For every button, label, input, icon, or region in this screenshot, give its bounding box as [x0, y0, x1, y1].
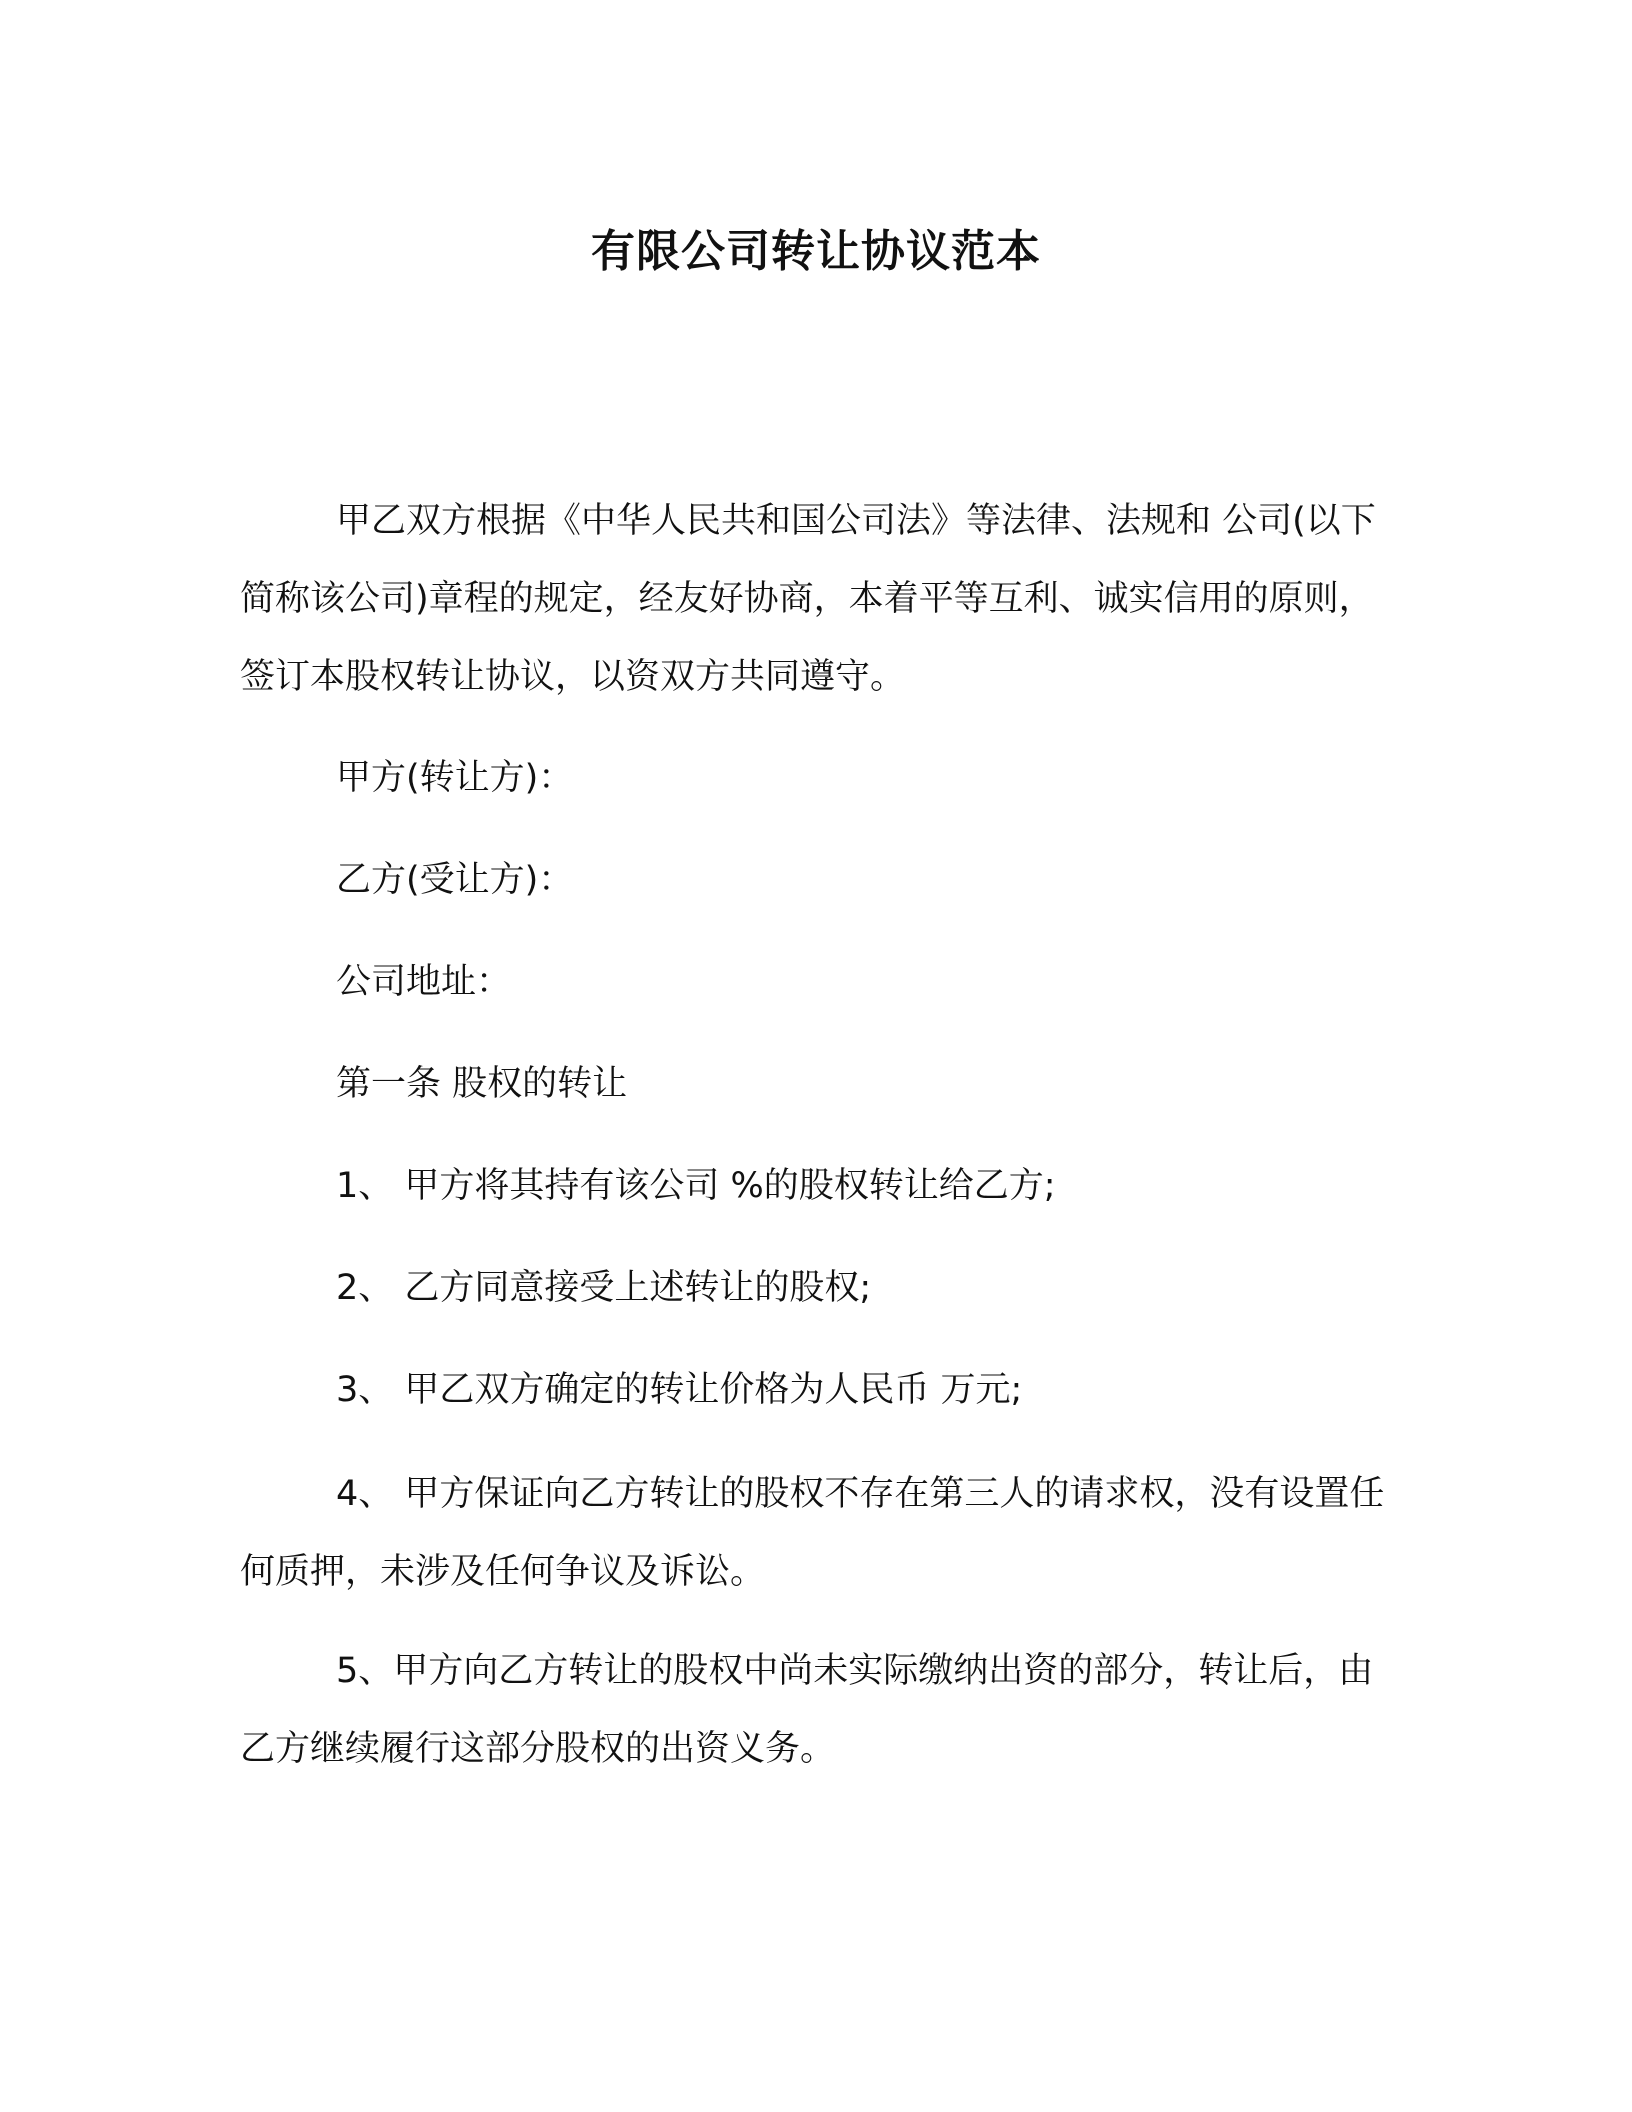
clause-2: 2、 乙方同意接受上述转让的股权;: [336, 1268, 872, 1308]
clause-5: 5、甲方向乙方转让的股权中尚未实际缴纳出资的部分，转让后，由乙方继续履行这部分股权的出资义务。: [240, 1651, 1374, 1769]
document-title: 有限公司转让协议范本: [591, 226, 1041, 277]
party-b-label: 乙方(受让方)：: [336, 860, 574, 900]
article-1-heading: 第一条 股权的转让: [336, 1064, 628, 1104]
clause-3: 3、 甲乙双方确定的转让价格为人民币 万元;: [336, 1370, 1023, 1410]
clause-1: 1、 甲方将其持有该公司 %的股权转让给乙方;: [336, 1166, 1056, 1206]
party-a-label: 甲方(转让方)：: [336, 758, 574, 798]
company-address-label: 公司地址：: [336, 962, 512, 1002]
clause-4: 4、 甲方保证向乙方转让的股权不存在第三人的请求权，没有设置任何质押，未涉及任何争议及诉讼。: [240, 1474, 1385, 1592]
preamble-paragraph: 甲乙双方根据《中华人民共和国公司法》等法律、法规和 公司(以下简称该公司)章程的规定，经友好协商，本着平等互利、诚实信用的原则，签订本股权转让协议，以资双方共同遵守。: [240, 501, 1376, 697]
